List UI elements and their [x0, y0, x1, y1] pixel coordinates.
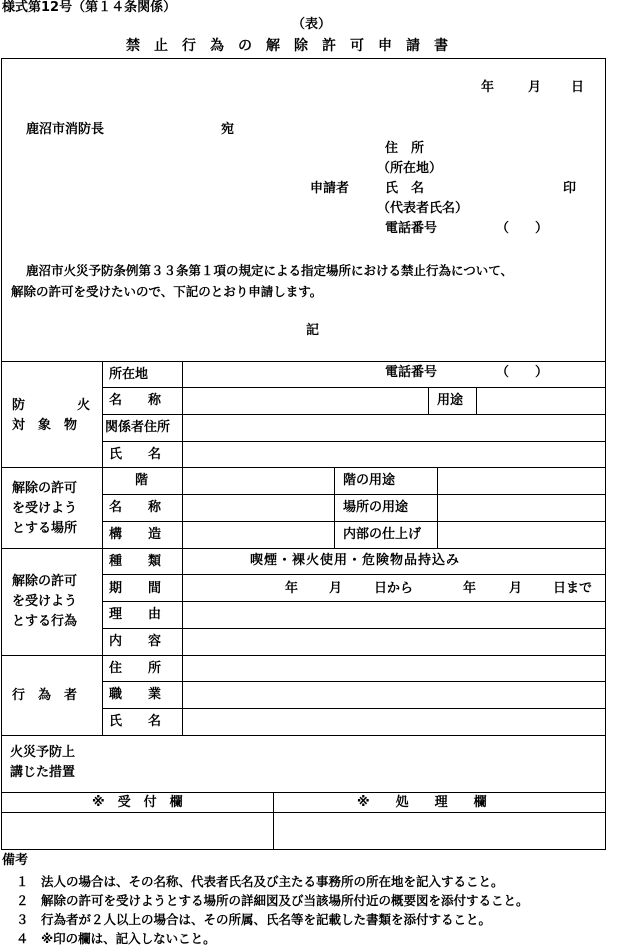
- act-group-label-2: を受けよう: [12, 594, 78, 609]
- reception-column-label: ※ 受 付 欄: [92, 795, 183, 810]
- fire-object-group-label-2: 対 象 物: [12, 418, 78, 433]
- note-item: １ 法人の場合は、その名称、代表者氏名及び主たる事務所の所在地を記入すること。: [16, 874, 504, 889]
- note-item: ２ 解除の許可を受けようとする場所の詳細図及び当該場所付近の概要図を添付すること。: [16, 893, 529, 908]
- fire-object-location-label: 所在地: [109, 367, 149, 382]
- fire-object-group-label-1: 防 火: [12, 398, 91, 413]
- side-label: （表）: [292, 17, 332, 32]
- page-title: 禁 止 行 為 の 解 除 許 可 申 請 書: [126, 38, 448, 54]
- place-usage-label: 場所の用途: [343, 500, 409, 515]
- date-day-label: 日: [571, 80, 585, 95]
- phone-parens: （ ）: [496, 221, 549, 236]
- actor-occupation-label: 職 業: [109, 687, 162, 702]
- act-type-value: 喫煙・裸火使用・危険物品持込み: [250, 553, 461, 568]
- place-interior-finish-label: 内部の仕上げ: [343, 527, 422, 542]
- act-period-month-2: 月: [509, 581, 523, 596]
- actor-name-label: 氏 名: [109, 714, 162, 729]
- actor-address-label: 住 所: [109, 661, 162, 676]
- date-year-label: 年: [481, 80, 495, 95]
- place-floor-label: 階: [135, 473, 149, 488]
- phone-label: 電話番号: [385, 221, 438, 236]
- fire-object-name-label: 名 称: [109, 393, 162, 408]
- act-group-label-3: とする行為: [12, 614, 78, 629]
- place-structure-label: 構 造: [109, 527, 162, 542]
- note-item: ３ 行為者が２人以上の場合は、その所属、氏名等を記載した書類を添付すること。: [16, 912, 492, 927]
- processing-column-label: ※ 処 理 欄: [357, 795, 487, 810]
- addressee-suffix: 宛: [221, 122, 235, 137]
- measures-label-2: 講じた措置: [10, 765, 76, 780]
- act-group-label-1: 解除の許可: [12, 574, 78, 589]
- measures-label-1: 火災予防上: [10, 745, 76, 760]
- act-period-year-1: 年: [285, 581, 299, 596]
- form-frame: [1, 58, 606, 850]
- act-period-until: 日まで: [553, 581, 593, 596]
- location-label: （所在地）: [377, 161, 443, 176]
- act-period-label: 期 間: [109, 581, 162, 596]
- act-period-year-2: 年: [463, 581, 477, 596]
- place-group-label-1: 解除の許可: [12, 481, 78, 496]
- actor-group-label: 行 為 者: [12, 688, 78, 703]
- fire-object-phone-label: 電話番号: [385, 365, 438, 380]
- seal-mark: 印: [563, 181, 577, 196]
- statement-line-2: 解除の許可を受けたいので、下記のとおり申請します。: [11, 284, 323, 299]
- fire-object-usage-label: 用途: [437, 393, 464, 408]
- date-month-label: 月: [528, 80, 542, 95]
- place-group-label-3: とする場所: [12, 521, 78, 536]
- address-label: 住 所: [385, 141, 425, 156]
- statement-line-1: 鹿沼市火災予防条例第３３条第１項の規定による指定場所における禁止行為について、: [26, 263, 514, 278]
- rep-name-label: （代表者氏名）: [377, 201, 469, 216]
- act-period-month-1: 月: [329, 581, 343, 596]
- act-reason-label: 理 由: [109, 607, 162, 622]
- applicant-label: 申請者: [310, 181, 350, 196]
- notes-heading: 備考: [2, 853, 29, 868]
- ki-label: 記: [306, 323, 320, 338]
- form-number: 様式第12号（第１４条関係）: [2, 0, 177, 15]
- act-period-from: 日から: [374, 581, 414, 596]
- addressee: 鹿沼市消防長: [26, 122, 105, 137]
- name-label: 氏 名: [385, 181, 425, 196]
- act-content-label: 内 容: [109, 634, 162, 649]
- place-name-label: 名 称: [109, 500, 162, 515]
- place-group-label-2: を受けよう: [12, 501, 78, 516]
- place-floor-usage-label: 階の用途: [343, 473, 396, 488]
- fire-object-person-name-label: 氏 名: [109, 447, 162, 462]
- fire-object-phone-parens: （ ）: [496, 365, 549, 380]
- act-type-label: 種 類: [109, 554, 162, 569]
- note-item: ４ ※印の欄は、記入しないこと。: [16, 931, 216, 946]
- fire-object-related-address-label: 関係者住所: [105, 420, 171, 435]
